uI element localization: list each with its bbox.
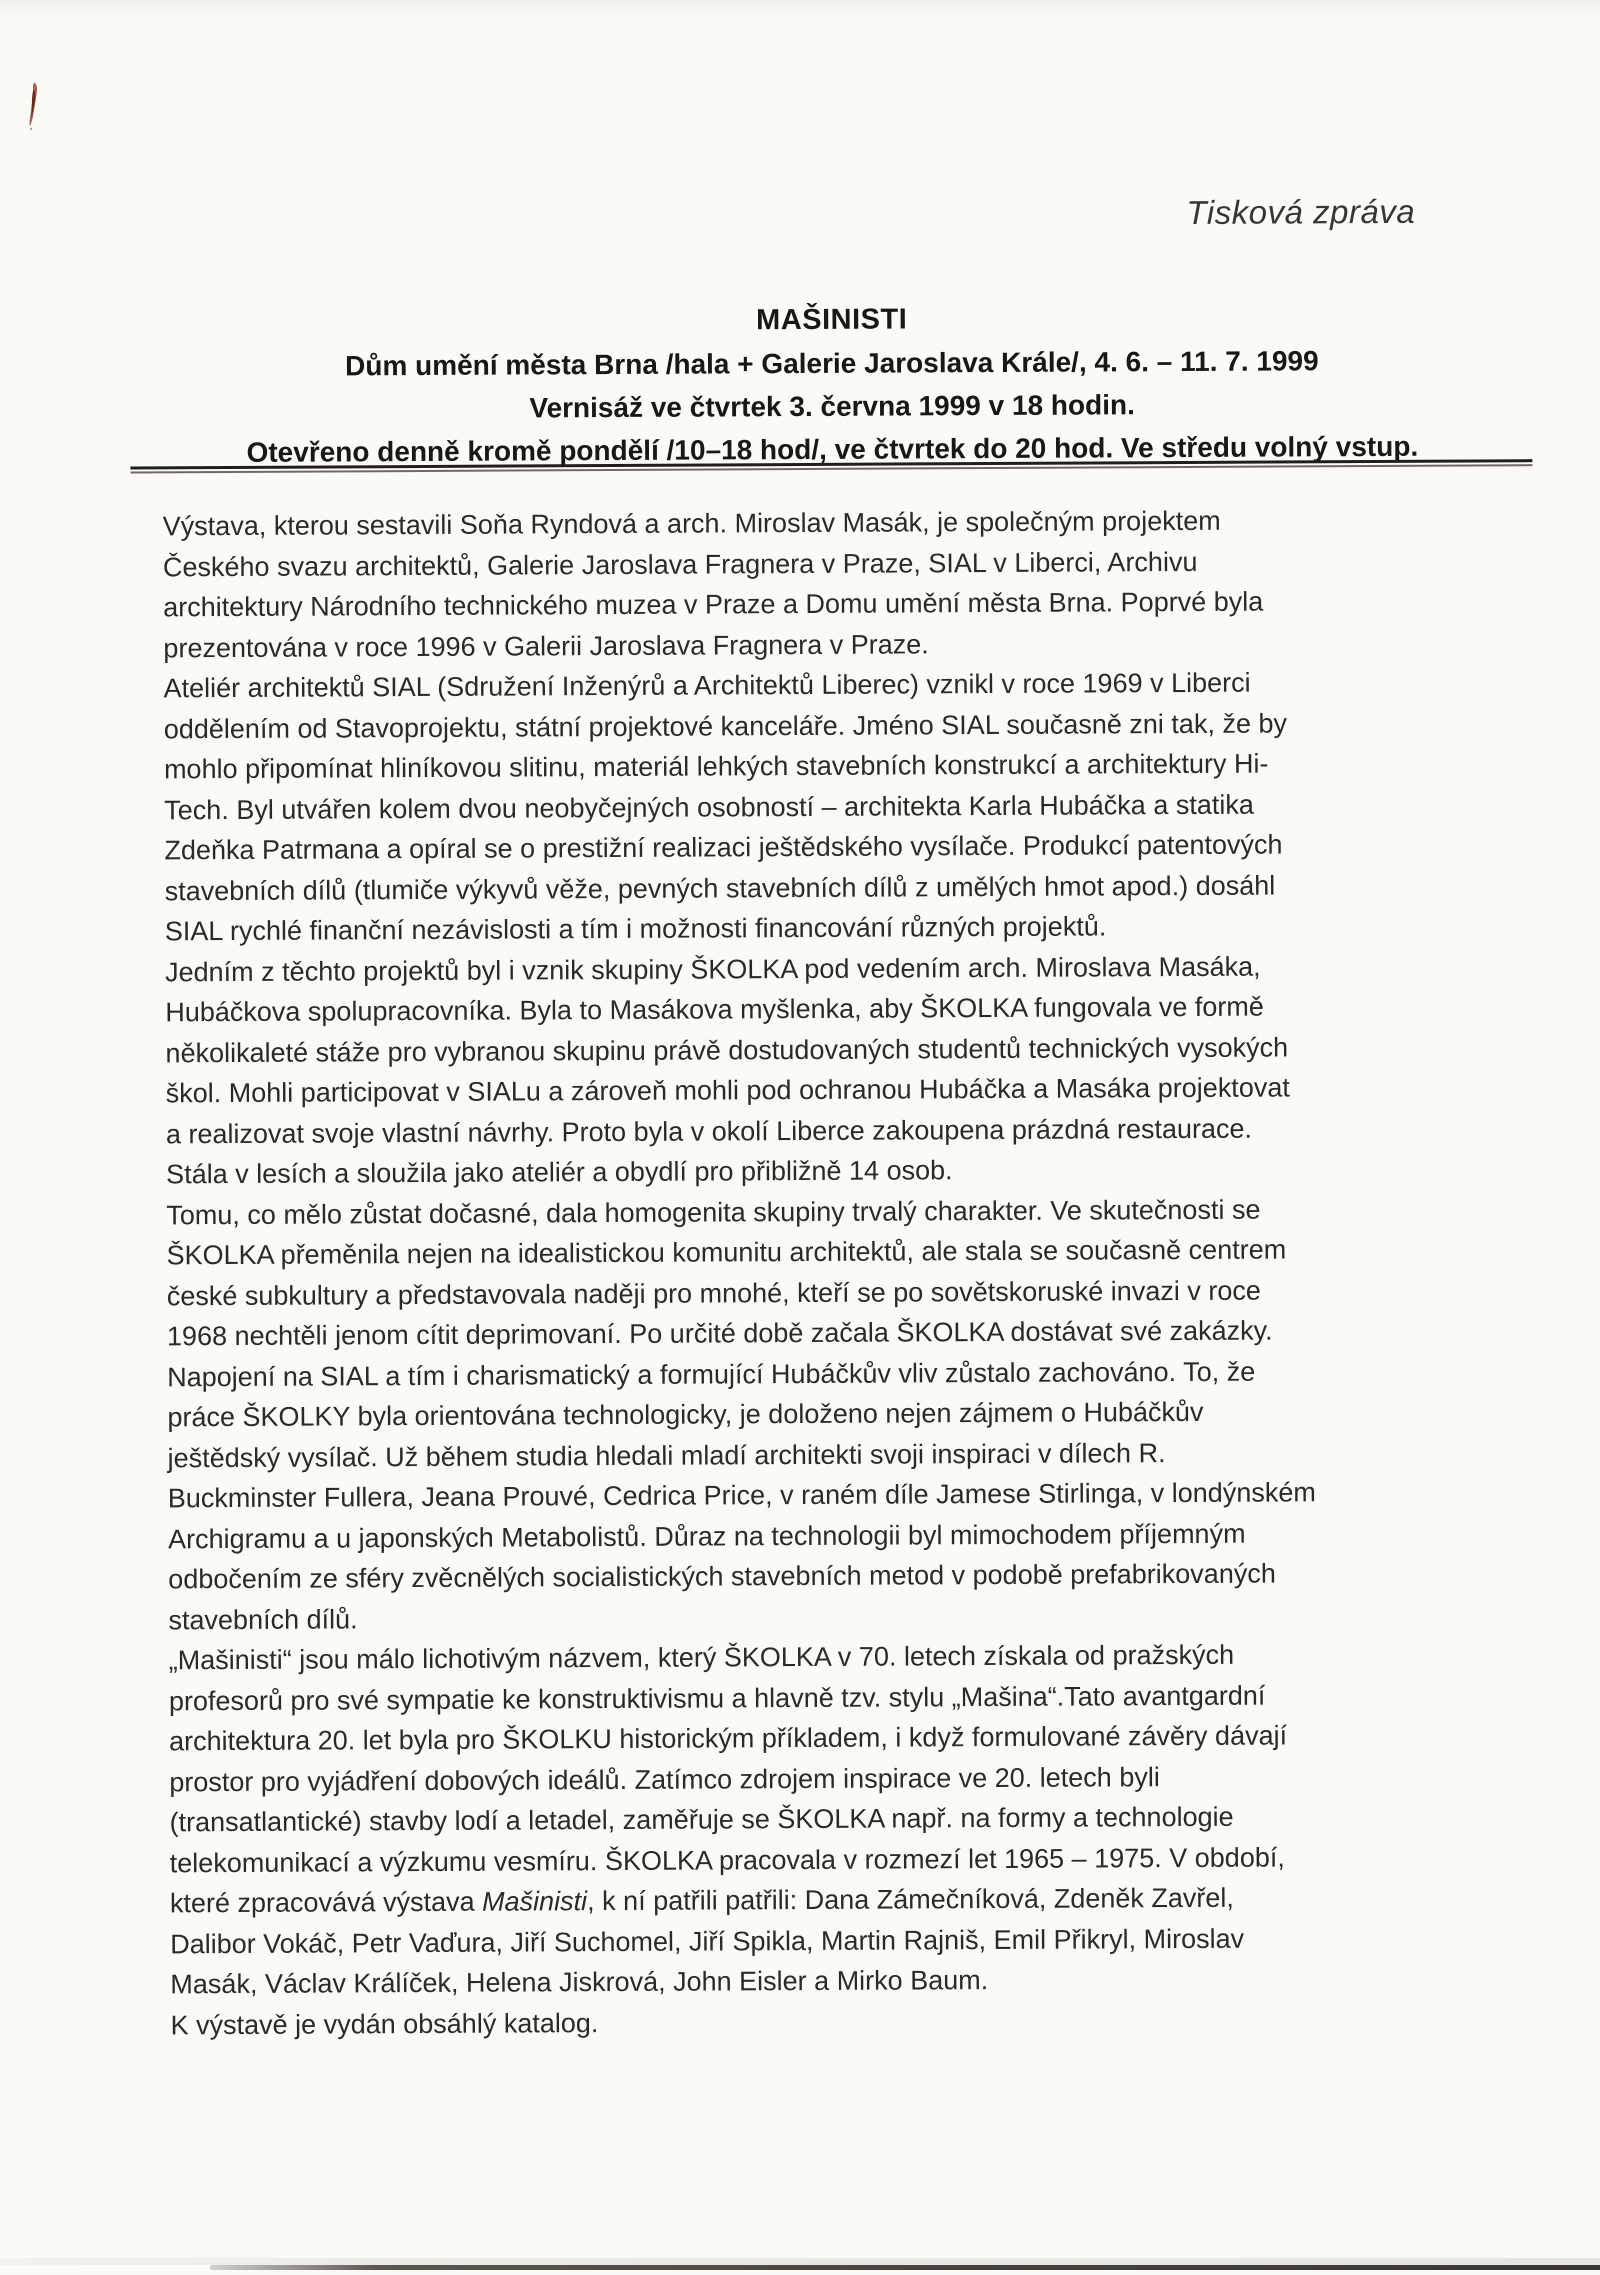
paragraph-skolka-founding: Jedním z těchto projektů byl i vznik skupiny ŠKOLKA pod vedením arch. Miroslava Masáka, Hubáčkova spolupracovníka. Byla to Masákova myšlenka, aby ŠKOLKA fungovala ve formě několikaleté stáže pro vybranou skupinu právě dostudovaných studentů technických vysokých škol. Mohli participovat v SIALu a zároveň mohli pod ochranou Hubáčka a Masáka projektovat a realizovat svoje vlastní návrhy. Proto byla v okolí Liberce zakoupena prázdná restaurace. Stála v lesích a sloužila jako ateliér a obydlí pro přibližně 14 osob.	[165, 951, 1290, 1190]
opening-hours-line: Otevřeno denně kromě pondělí /10–18 hod/, ve čtvrtek do 20 hod. Ve středu volný vstup.	[246, 430, 1419, 468]
masinisti-text-after: , k ní patřili patřili: Dana Zámečníková, Zdeněk Zavřel, Dalibor Vokáč, Petr Vaďura, Jiří Suchomel, Jiří Spikla, Martin Rajniš, Emil Přikryl, Miroslav Masák, Václav Králíček, Helena Jiskrová, John Eisler a Mirko Baum.	[170, 1882, 1245, 2000]
exhibition-title: MAŠINISTI	[756, 303, 908, 337]
paragraph-sial-history: Ateliér architektů SIAL (Sdružení Inženýrů a Architektů Liberec) vznikl v roce 1969 v Liberci oddělením od Stavoprojektu, státní projektové kanceláře. Jméno SIAL současně zni tak, že by mohlo připomínat hliníkovou slitinu, materiál lehkých stavebních konstrukcí a architektury Hi- Tech. Byl utvářen kolem dvou neobyčejných osobností – architekta Karla Hubáčka a statika Zdeňka Patrmana a opíral se o prestižní realizaci ještědského vysílače. Produkcí patentových stavebních dílů (tlumiče výkyvů věže, pevných stavebních dílů z umělých hmot apod.) dosáhl SIAL rychlé finanční nezávislosti a tím i možnosti financování různých projektů.	[163, 667, 1288, 947]
masinisti-italic-word: Mašinisti	[482, 1886, 588, 1917]
masinisti-text-before: „Mašinisti“ jsou málo lichotivým názvem, který ŠKOLKA v 70. letech získala od pražských profesorů pro své sympatie ke konstruktivismu a hlavně tzv. stylu „Mašina“.Tato avantgardní architektura 20. let byla pro ŠKOLKU historickým příkladem, i když formulované závěry dávají prostor pro vyjádření dobových ideálů. Zatímco zdrojem inspirace ve 20. letech byli (transatlantické) stavby lodí a letadel, zaměřuje se ŠKOLKA např. na formy a technologie telekomunikací a výzkumu vesmíru. ŠKOLKA pracovala v rozmezí let 1965 – 1975. V období, které zpracovává výstava	[168, 1639, 1288, 1919]
scan-bottom-edge-line	[210, 2265, 1600, 2270]
document-header	[32, 295, 1600, 475]
paragraph-skolka-community: Tomu, co mělo zůstat dočasné, dala homogenita skupiny trvalý charakter. Ve skutečnosti se ŠKOLKA přeměnila nejen na idealistickou komunitu architektů, ale stala se současně centrem české subkultury a představovala naději pro mnohé, kteří se po sovětskoruské invazi v roce 1968 nechtěli jenom cítit deprimovaní. Po určité době začala ŠKOLKA dostávat své zakázky. Napojení na SIAL a tím i charismatický a formující Hubáčkův vliv zůstalo zachováno. To, že práce ŠKOLKY byla orientována technologicky, je doloženo nejen zájmem o Hubáčkův ještědský vysílač. Už během studia hledali mladí architekti svoji inspiraci v dílech R. Buckminster Fullera, Jeana Prouvé, Cedrica Price, v raném díle Jamese Stirlinga, v londýnském Archigramu a u japonských Metabolistů. Důraz na technologii byl mimochodem příjemným odbočením ze sféry zvěcnělých socialistických stavebních metod v podobě prefabrikovaných stavebních dílů.	[166, 1194, 1316, 1635]
paragraph-catalog-note: K výstavě je vydán obsáhlý katalog.	[170, 2007, 599, 2040]
vernissage-line: Vernisáž ve čtvrtek 3. června 1999 v 18 hodin.	[529, 389, 1135, 424]
document-body	[163, 499, 1561, 2045]
paragraph-exhibition-intro: Výstava, kterou sestavili Soňa Ryndová a arch. Miroslav Masák, je společným projektem Českého svazu architektů, Galerie Jaroslava Fragnera v Praze, SIAL v Liberci, Archivu architektury Národního technického muzea v Praze a Domu umění města Brna. Poprvé byla prezentována v roce 1996 v Galerii Jaroslava Fragnera v Praze.	[162, 505, 1264, 663]
scan-bottom-band	[0, 2258, 1600, 2265]
venue-dates-line: Dům umění města Brna /hala + Galerie Jaroslava Krále/, 4. 6. – 11. 7. 1999	[345, 345, 1319, 382]
document-type-label: Tisková zpráva	[1186, 192, 1416, 231]
paragraph-masinisti-name	[169, 1633, 1561, 2005]
